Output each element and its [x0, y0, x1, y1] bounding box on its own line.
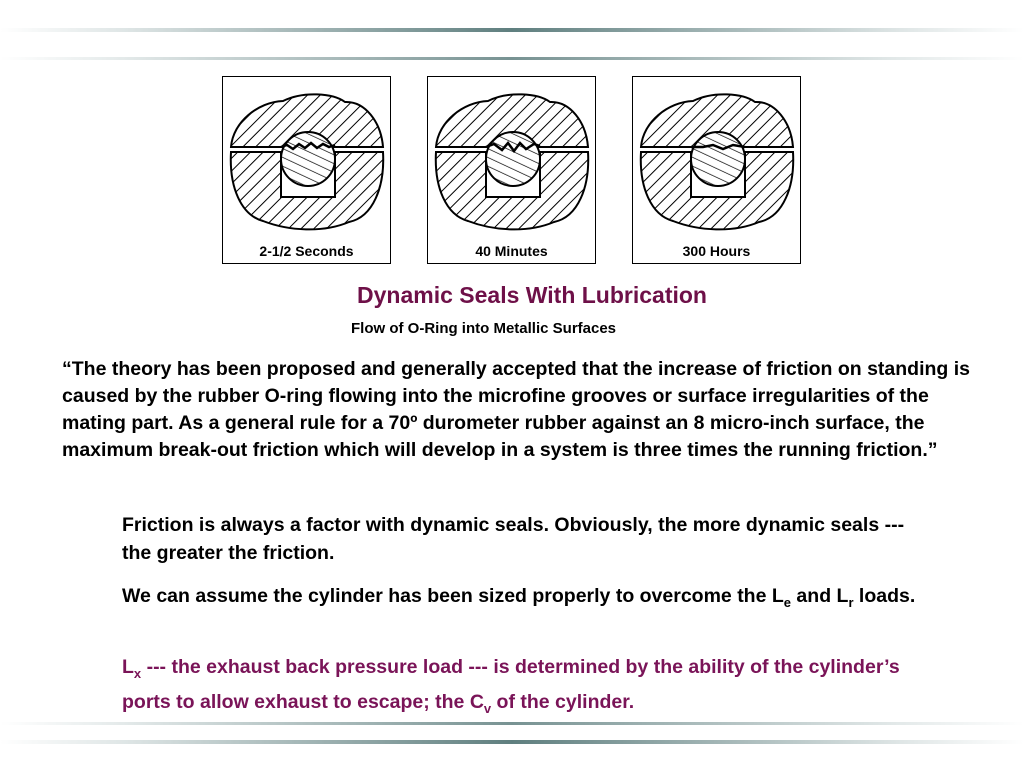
- bottom-decorative-band-thin: [0, 722, 1024, 725]
- o-ring-groove-diagram-3: [633, 77, 802, 265]
- top-decorative-band: [0, 28, 1024, 32]
- figure-panel-1: [222, 76, 391, 264]
- paragraph-cylinder-sizing: We can assume the cylinder has been sized properly to overcome the $L_e$ and $L_r$ loads.: [122, 585, 916, 610]
- paragraph-exhaust-load: $L_x$ --- the exhaust back pressure load --- is determined by the ability of the cylinder’s ports to allow exhaust to escape; the $C_v$ of the cylinder.: [122, 656, 900, 716]
- paragraph-friction: Friction is always a factor with dynamic seals. Obviously, the more dynamic seals --- the greater the friction.: [122, 514, 905, 564]
- o-ring-groove-diagram-2: [428, 77, 597, 265]
- figure-panel-2: [427, 76, 596, 264]
- panel-label: 300 Hours: [682, 243, 751, 259]
- panel-label: 2-1/2 Seconds: [259, 243, 354, 259]
- o-ring-groove-diagram-1: [223, 77, 392, 265]
- quoted-paragraph: “The theory has been proposed and generally accepted that the increase of friction on standing is caused by the rubber O-ring flowing into the microfine grooves or surface irregularities of the mating part. As a general rule for a 70º durometer rubber against an 8 micro-inch surface, the maximum break-out friction which will develop in a system is three times the running friction.”: [62, 358, 971, 461]
- panel-label: 40 Minutes: [475, 243, 548, 259]
- figure-caption: Flow of O-Ring into Metallic Surfaces: [351, 320, 617, 337]
- figure-panel-3: [632, 76, 801, 264]
- bottom-decorative-band: [0, 740, 1024, 744]
- slide-title: Dynamic Seals With Lubrication: [357, 282, 707, 308]
- top-decorative-band-thin: [0, 57, 1024, 60]
